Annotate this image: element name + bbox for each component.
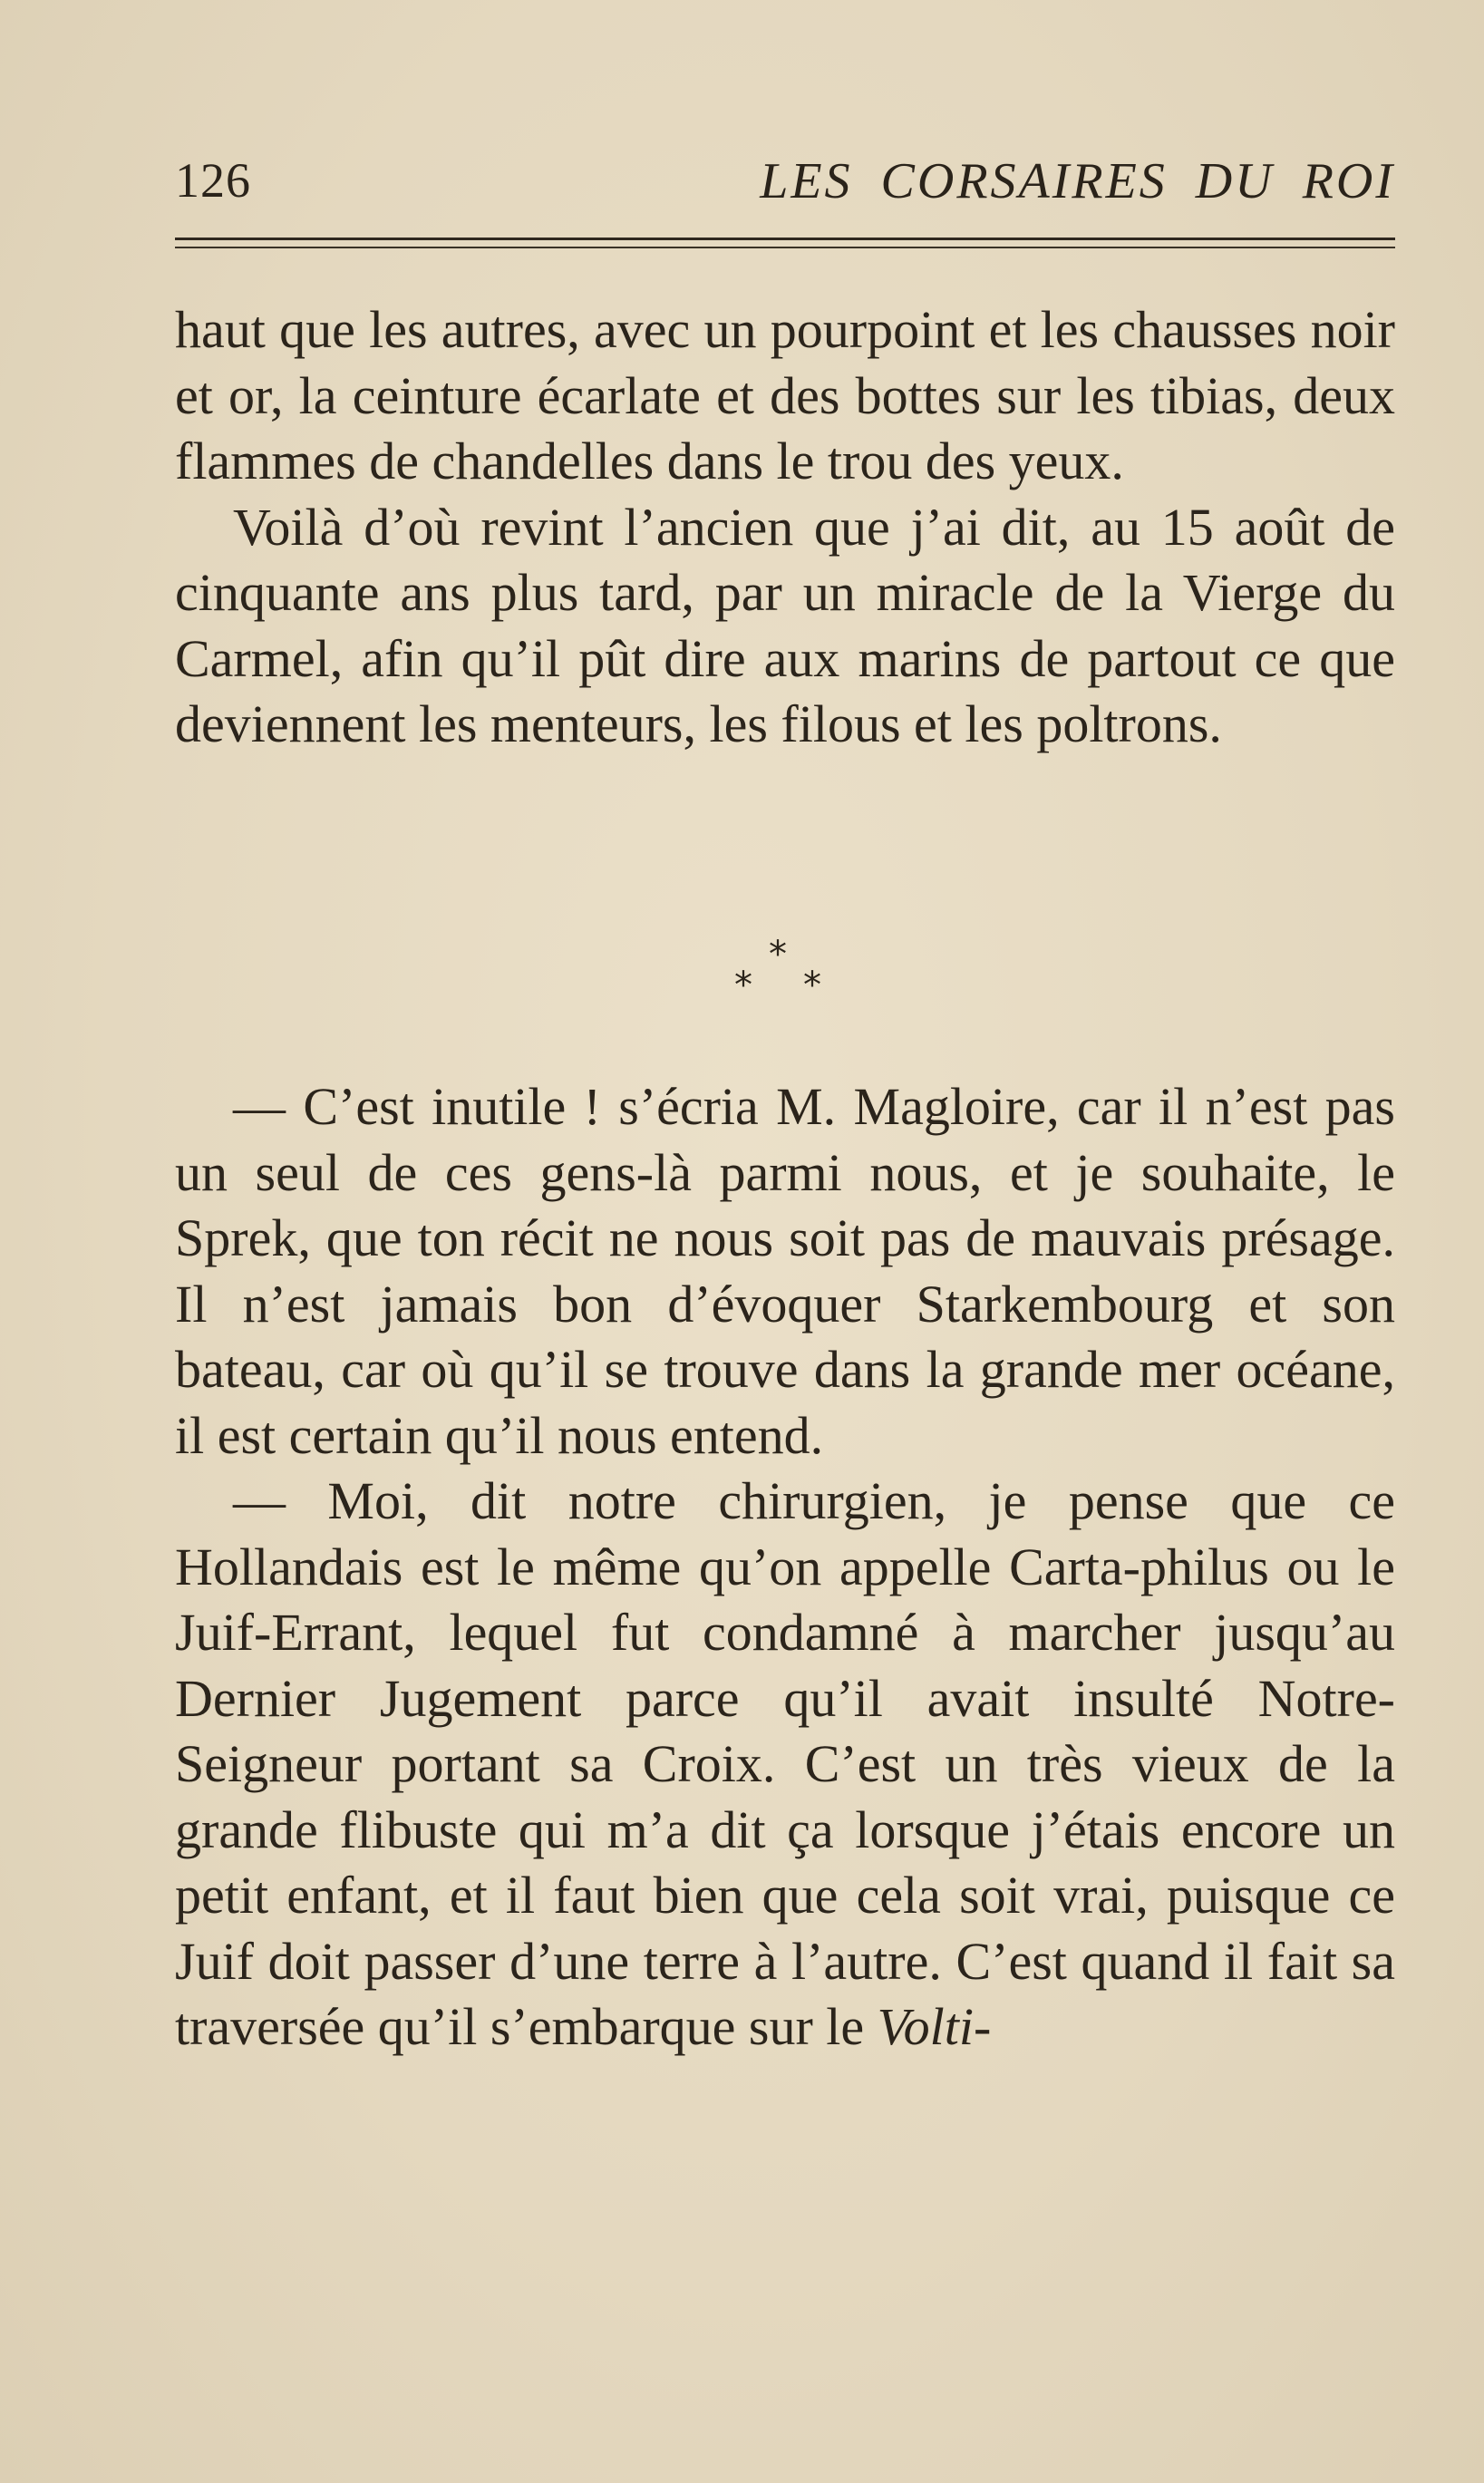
running-title: LES CORSAIRES DU ROI (760, 153, 1395, 209)
running-header (175, 152, 1395, 216)
header-rule (175, 238, 1395, 240)
paragraph: haut que les autres, avec un pourpoint et les chausses noir et or, la ceinture écarlate et des bottes sur les tibias, deux flammes de chandelles dans le trou des yeux. (175, 300, 1395, 490)
page-number: 126 (175, 153, 251, 208)
text-block-after-break (175, 1074, 1395, 2061)
italic-ship-name-fragment: Volti- (877, 1997, 992, 2056)
asterism-star: * (803, 965, 821, 1006)
paragraph-with-italic-ending (175, 1469, 1395, 2061)
paragraph: — C’est inutile ! s’écria M. Magloire, car il n’est pas un seul de ces gens-là parmi nous, et je souhaite, le Sprek, que ton récit ne nous soit pas de mauvais présage. Il n’est jamais bon d’évoquer Starkembourg et son bateau, car où qu’il se trouve dans la grande mer océane, il est certain qu’il nous entend. (175, 1077, 1395, 1465)
asterism-star: * (734, 965, 752, 1006)
section-break-asterism (0, 934, 1484, 1033)
text-block-before-break (175, 297, 1395, 758)
paragraph-text: — Moi, dit notre chirurgien, je pense que ce Hollandais est le même qu’on appelle Carta-philus ou le Juif-Errant, lequel fut condamné à marcher jusqu’au Dernier Jugement parce qu’il avait insulté Notre-Seigneur portant sa Croix. C’est un très vieux de la grande flibuste qui m’a dit ça lorsque j’étais encore un petit enfant, et il faut bien que cela soit vrai, puisque ce Juif doit passer d’une terre à l’autre. C’est quand il fait sa traversée qu’il s’embarque sur le (175, 1471, 1395, 2056)
header-rule-secondary (175, 247, 1395, 248)
asterism-star: * (769, 934, 787, 975)
paragraph: Voilà d’où revint l’ancien que j’ai dit, au 15 août de cinquante ans plus tard, par un miracle de la Vierge du Carmel, afin qu’il pût dire aux marins de partout ce que deviennent les menteurs, les filous et les poltrons. (175, 497, 1395, 753)
